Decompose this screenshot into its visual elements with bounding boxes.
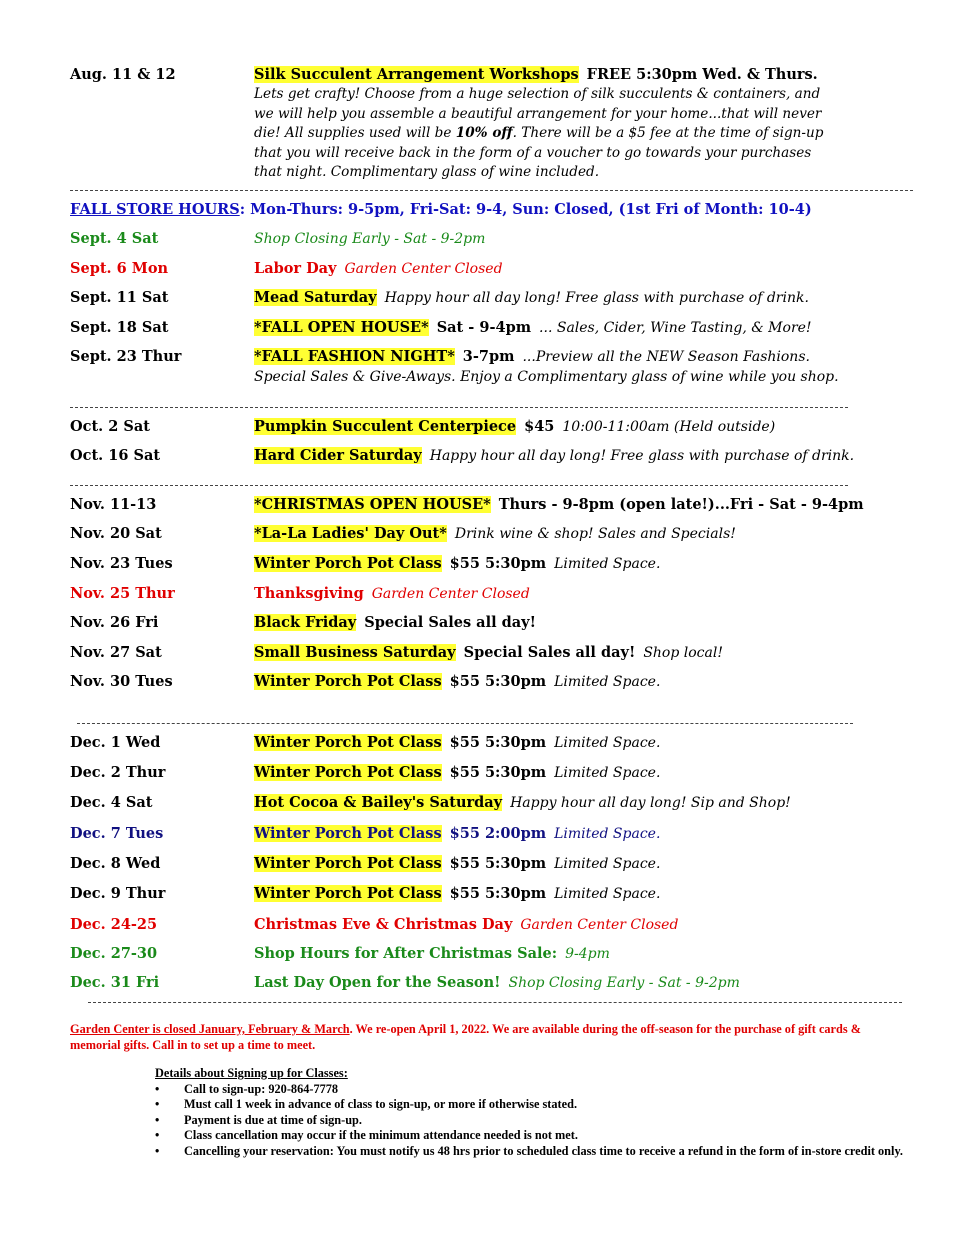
event-info: $55 5:30pm bbox=[449, 764, 547, 781]
event-title: Hard Cider Saturday bbox=[254, 447, 422, 464]
event-note: Shop local! bbox=[643, 645, 723, 661]
event-note: Garden Center Closed bbox=[520, 917, 679, 933]
event-details bbox=[254, 418, 783, 436]
event-title: Winter Porch Pot Class bbox=[254, 555, 442, 572]
event-note: Limited Space. bbox=[554, 826, 661, 842]
store-hours bbox=[70, 201, 812, 218]
event-date: Sept. 11 Sat bbox=[70, 289, 169, 306]
event-note: Limited Space. bbox=[554, 674, 661, 690]
event-date: Dec. 8 Wed bbox=[70, 855, 161, 872]
event-details bbox=[254, 585, 538, 603]
details-item: • Payment is due at time of sign-up. bbox=[155, 1113, 925, 1129]
event-date: Dec. 27-30 bbox=[70, 945, 158, 962]
details-item: • Class cancellation may occur if the minimum attendance needed is not met. bbox=[155, 1128, 925, 1144]
event-date: Dec. 7 Tues bbox=[70, 825, 164, 842]
event-details bbox=[254, 66, 826, 84]
event-info: Shop Hours for After Christmas Sale: bbox=[254, 945, 558, 962]
event-details bbox=[254, 447, 862, 465]
event-info: Special Sales all day! bbox=[463, 644, 636, 661]
event-details bbox=[254, 614, 544, 632]
event-date: Dec. 2 Thur bbox=[70, 764, 166, 781]
event-info: $55 5:30pm bbox=[449, 734, 547, 751]
description-line: that you will receive back in the form of a voucher to go towards your purchases bbox=[254, 144, 812, 161]
event-title: Silk Succulent Arrangement Workshops bbox=[254, 66, 579, 83]
event-note: Limited Space. bbox=[554, 556, 661, 572]
event-note: Happy hour all day long! Sip and Shop! bbox=[510, 795, 791, 811]
event-note: Limited Space. bbox=[554, 856, 661, 872]
divider bbox=[70, 190, 913, 191]
event-info: FREE 5:30pm Wed. & Thurs. bbox=[586, 66, 818, 83]
event-date: Dec. 9 Thur bbox=[70, 885, 166, 902]
description-line: Lets get crafty! Choose from a huge selection of silk succulents & containers, and bbox=[254, 86, 821, 102]
event-note: Garden Center Closed bbox=[371, 586, 530, 602]
divider bbox=[70, 407, 848, 408]
event-info: Sat - 9-4pm bbox=[436, 319, 532, 336]
event-title: *CHRISTMAS OPEN HOUSE* bbox=[254, 496, 491, 513]
event-details bbox=[254, 974, 748, 992]
event-date: Sept. 18 Sat bbox=[70, 319, 169, 336]
event-title: Winter Porch Pot Class bbox=[254, 764, 442, 781]
class-signup-details bbox=[155, 1066, 925, 1159]
event-info: Labor Day bbox=[254, 260, 337, 277]
event-title: Pumpkin Succulent Centerpiece bbox=[254, 418, 517, 435]
event-details bbox=[254, 555, 668, 573]
event-details bbox=[254, 794, 799, 812]
event-note: Happy hour all day long! Free glass with purchase of drink. bbox=[429, 448, 855, 464]
event-date: Nov. 20 Sat bbox=[70, 525, 162, 542]
event-details bbox=[254, 916, 686, 934]
event-date: Oct. 2 Sat bbox=[70, 418, 150, 435]
event-date: Dec. 24-25 bbox=[70, 916, 158, 933]
event-info: Thurs - 9-8pm (open late!)...Fri - Sat - 9-4pm bbox=[498, 496, 864, 513]
event-date: Sept. 6 Mon bbox=[70, 260, 169, 277]
event-date: Dec. 4 Sat bbox=[70, 794, 153, 811]
event-details bbox=[254, 855, 668, 873]
event-details bbox=[254, 496, 872, 514]
event-date: Nov. 30 Tues bbox=[70, 673, 173, 690]
event-details bbox=[254, 525, 744, 543]
event-date: Nov. 26 Fri bbox=[70, 614, 159, 631]
closed-months: Garden Center is closed January, February & March bbox=[70, 1022, 350, 1036]
event-details bbox=[254, 260, 511, 278]
event-info: 3-7pm bbox=[462, 348, 515, 365]
description-line: we will help you assemble a beautiful arrangement for your home...that will never bbox=[254, 105, 822, 122]
event-date: Aug. 11 & 12 bbox=[70, 66, 176, 83]
event-title: *FALL FASHION NIGHT* bbox=[254, 348, 455, 365]
event-info: Thanksgiving bbox=[254, 585, 364, 602]
event-note: Shop Closing Early - Sat - 9-2pm bbox=[508, 975, 740, 991]
event-note: Drink wine & shop! Sales and Specials! bbox=[454, 526, 736, 542]
event-title: Black Friday bbox=[254, 614, 357, 631]
event-date: Nov. 23 Tues bbox=[70, 555, 173, 572]
divider bbox=[77, 723, 853, 724]
event-note: Garden Center Closed bbox=[344, 261, 503, 277]
event-info: $55 5:30pm bbox=[449, 555, 547, 572]
event-date: Dec. 31 Fri bbox=[70, 974, 160, 991]
event-note: 9-4pm bbox=[565, 946, 610, 962]
event-title: *FALL OPEN HOUSE* bbox=[254, 319, 429, 336]
event-date: Sept. 4 Sat bbox=[70, 230, 159, 247]
divider bbox=[88, 1002, 902, 1003]
event-date: Nov. 11-13 bbox=[70, 496, 157, 513]
event-note: Shop Closing Early - Sat - 9-2pm bbox=[254, 231, 486, 247]
closed-season-note bbox=[70, 1022, 910, 1053]
event-details bbox=[254, 673, 668, 691]
event-title: *La-La Ladies' Day Out* bbox=[254, 525, 447, 542]
event-note: 10:00-11:00am (Held outside) bbox=[562, 419, 776, 435]
event-details bbox=[254, 348, 818, 366]
store-hours-label: FALL STORE HOURS bbox=[70, 201, 240, 218]
event-title: Winter Porch Pot Class bbox=[254, 734, 442, 751]
event-details bbox=[254, 230, 493, 248]
event-date: Oct. 16 Sat bbox=[70, 447, 161, 464]
details-item: • Cancelling your reservation: You must notify us 48 hrs prior to scheduled class time to receive a refund in the form of in-store credit only. bbox=[155, 1144, 925, 1160]
event-details bbox=[254, 644, 731, 662]
event-date: Nov. 25 Thur bbox=[70, 585, 175, 602]
event-title: Hot Cocoa & Bailey's Saturday bbox=[254, 794, 503, 811]
details-item: • Must call 1 week in advance of class to sign-up, or more if otherwise stated. bbox=[155, 1097, 925, 1113]
event-date: Nov. 27 Sat bbox=[70, 644, 162, 661]
event-date: Sept. 23 Thur bbox=[70, 348, 182, 365]
event-date: Dec. 1 Wed bbox=[70, 734, 161, 751]
event-details bbox=[254, 319, 820, 337]
event-title: Winter Porch Pot Class bbox=[254, 855, 442, 872]
divider bbox=[70, 485, 848, 486]
event-note: ...Preview all the NEW Season Fashions. bbox=[522, 349, 810, 365]
description-line: die! All supplies used will be 10% off. There will be a $5 fee at the time of sign-up bbox=[254, 125, 824, 141]
details-heading: Details about Signing up for Classes: bbox=[155, 1066, 348, 1080]
event-details bbox=[254, 734, 668, 752]
details-item: • Call to sign-up: 920-864-7778 bbox=[155, 1082, 925, 1098]
event-info: Last Day Open for the Season! bbox=[254, 974, 501, 991]
event-note: Limited Space. bbox=[554, 886, 661, 902]
event-info: $55 5:30pm bbox=[449, 885, 547, 902]
closed-note-text: . We re-open April 1, 2022. We are available during the off-season for the purchase of gift cards & memorial gifts. Call in to set up a time to meet. bbox=[70, 1022, 861, 1052]
description-line: that night. Complimentary glass of wine included. bbox=[254, 164, 600, 180]
event-note: Happy hour all day long! Free glass with purchase of drink. bbox=[384, 290, 809, 306]
event-details bbox=[254, 945, 618, 963]
event-details bbox=[254, 289, 817, 307]
event-info: Special Sales all day! bbox=[364, 614, 536, 631]
event-title: Mead Saturday bbox=[254, 289, 377, 306]
event-details bbox=[254, 764, 668, 782]
event-note: Limited Space. bbox=[554, 765, 661, 781]
event-title: Winter Porch Pot Class bbox=[254, 825, 442, 842]
store-hours-text: : Mon-Thurs: 9-5pm, Fri-Sat: 9-4, Sun: Closed, (1st Fri of Month: 10-4) bbox=[239, 201, 812, 218]
event-details bbox=[254, 885, 668, 903]
event-info: $55 5:30pm bbox=[449, 673, 547, 690]
event-info: $55 5:30pm bbox=[449, 855, 547, 872]
event-note: Limited Space. bbox=[554, 735, 661, 751]
event-title: Winter Porch Pot Class bbox=[254, 673, 442, 690]
event-info: Christmas Eve & Christmas Day bbox=[254, 916, 513, 933]
event-info: $55 2:00pm bbox=[449, 825, 547, 842]
event-title: Winter Porch Pot Class bbox=[254, 885, 442, 902]
event-note: ... Sales, Cider, Wine Tasting, & More! bbox=[539, 320, 812, 336]
event-info: $45 bbox=[524, 418, 555, 435]
event-title: Small Business Saturday bbox=[254, 644, 456, 661]
event-note: Special Sales & Give-Aways. Enjoy a Complimentary glass of wine while you shop. bbox=[254, 369, 839, 385]
event-details bbox=[254, 825, 668, 843]
